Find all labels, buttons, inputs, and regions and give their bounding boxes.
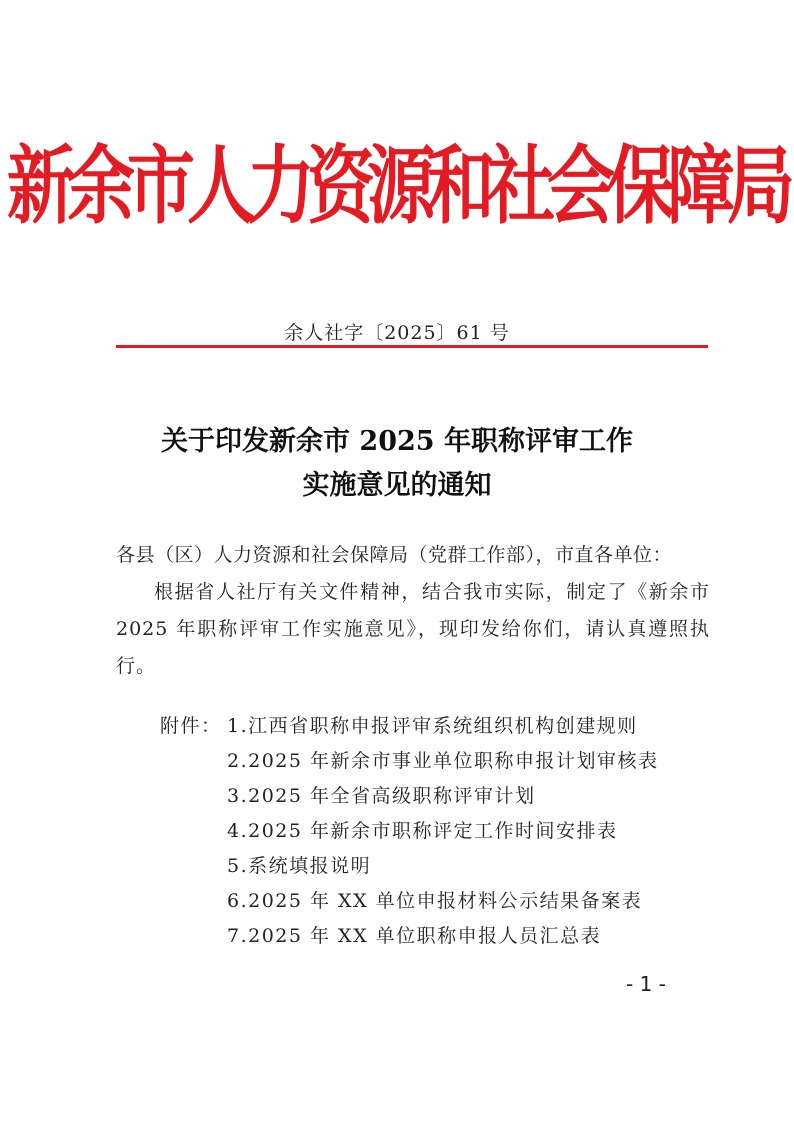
attachment-item: 4.2025 年新余市职称评定工作时间安排表 bbox=[227, 820, 618, 842]
attachment-list bbox=[160, 709, 659, 954]
title-line-1: 关于印发新余市 2025 年职称评审工作 bbox=[161, 426, 633, 457]
attachment-item: 6.2025 年 XX 单位申报材料公示结果备案表 bbox=[227, 890, 643, 912]
notice-title bbox=[0, 420, 794, 508]
title-line-2: 实施意见的通知 bbox=[302, 470, 492, 501]
salutation: 各县（区）人力资源和社会保障局（党群工作部），市直各单位： bbox=[116, 544, 673, 566]
attachment-row bbox=[160, 744, 659, 779]
attachment-row bbox=[160, 884, 659, 919]
attachment-row bbox=[160, 919, 659, 954]
attachment-row bbox=[160, 814, 659, 849]
red-divider-line bbox=[116, 345, 708, 348]
page-number: - 1 - bbox=[626, 972, 666, 996]
attachment-row bbox=[160, 709, 659, 744]
masthead-organization-name: 新余市人力资源和社会保障局 bbox=[6, 136, 787, 237]
attachment-item: 5.系统填报说明 bbox=[227, 855, 372, 877]
attachment-row bbox=[160, 849, 659, 884]
document-number: 余人社字〔2025〕61 号 bbox=[284, 322, 510, 344]
attachment-item: 3.2025 年全省高级职称评审计划 bbox=[227, 785, 536, 807]
attachment-row bbox=[160, 779, 659, 814]
attachment-item: 2.2025 年新余市事业单位职称申报计划审核表 bbox=[227, 750, 659, 772]
body-paragraph: 根据省人社厅有关文件精神，结合我市实际，制定了《新余市 2025 年职称评审工作实施意见》，现印发给你们，请认真遵照执行。 bbox=[116, 581, 710, 677]
attachment-item: 1.江西省职称申报评审系统组织机构创建规则 bbox=[227, 715, 638, 737]
attachment-item: 7.2025 年 XX 单位职称申报人员汇总表 bbox=[227, 925, 602, 947]
attachment-label: 附件： bbox=[160, 715, 222, 737]
